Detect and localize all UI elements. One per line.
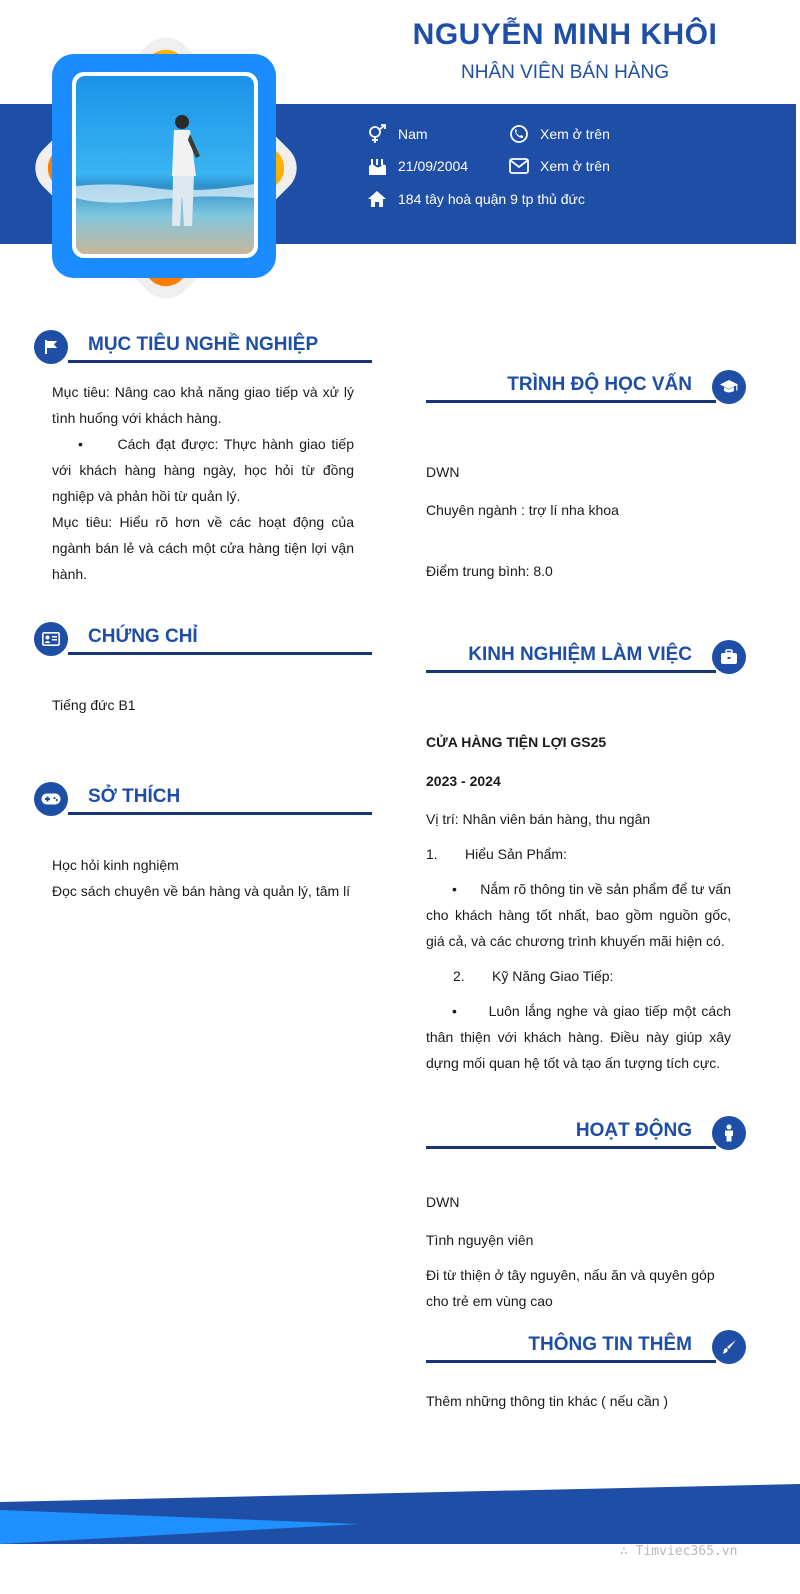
objective-paragraph-3: Mục tiêu: Hiểu rõ hơn về các hoạt động của ngành bán lẻ và cách một cửa hàng tiện lợi vận hành. (52, 514, 354, 582)
mail-icon (508, 156, 530, 176)
footer-band (0, 1480, 800, 1550)
job-title: NHÂN VIÊN BÁN HÀNG (461, 62, 669, 83)
address-text: 184 tây hoà quận 9 tp thủ đức (398, 191, 585, 207)
graduation-cap-icon (712, 370, 746, 404)
certificate-item: Tiếng đức B1 (52, 697, 136, 713)
flag-icon (34, 330, 68, 364)
experience-position: Vị trí: Nhân viên bán hàng, thu ngân (426, 811, 651, 827)
bullet: • (78, 436, 83, 452)
education-major: Chuyên ngành : trợ lí nha khoa (426, 502, 619, 518)
objective-paragraph-2 (52, 431, 354, 509)
experience-item-1-desc (426, 876, 731, 954)
hobby-item: Học hỏi kinh nghiệm (52, 857, 179, 873)
activity-role: Tình nguyện viên (426, 1232, 534, 1248)
activities-heading (426, 1116, 746, 1156)
watermark: ∴ Timviec365.vn (620, 1544, 738, 1559)
phone-icon (508, 124, 530, 144)
education-underline (426, 400, 716, 403)
objective-underline (68, 360, 372, 363)
brush-icon (712, 1330, 746, 1364)
experience-heading (426, 640, 746, 680)
home-icon (366, 189, 388, 209)
activity-org: DWN (426, 1194, 460, 1210)
more-info-title: THÔNG TIN THÊM (528, 1334, 692, 1355)
gamepad-icon (34, 782, 68, 816)
gender-text: Nam (398, 126, 428, 142)
gender-icon (366, 124, 388, 144)
education-school: DWN (426, 464, 460, 480)
certificates-title: CHỨNG CHỈ (88, 626, 198, 647)
experience-item-2-text: Luôn lắng nghe và giao tiếp một cách thân thiện với khách hàng. Điều này giúp xây dựng mối quan hệ tốt và tạo ấn tượng tích cực. (426, 1003, 731, 1071)
objective-paragraph-1: Mục tiêu: Nâng cao khả năng giao tiếp và xử lý tình huống với khách hàng. (52, 384, 354, 426)
experience-item-1-heading: Hiểu Sản Phẩm: (465, 846, 567, 862)
profile-photo-frame (24, 26, 308, 310)
activity-desc: Đi từ thiện ở tây nguyên, nấu ăn và quyên góp cho trẻ em vùng cao (426, 1267, 715, 1309)
hobby-item: Đọc sách chuyên về bán hàng và quản lý, tâm lí (52, 883, 351, 899)
candidate-name: NGUYỄN MINH KHÔI (412, 18, 718, 51)
email-text: Xem ở trên (540, 158, 610, 174)
hobbies-title: SỞ THÍCH (88, 786, 181, 807)
info-phone (508, 124, 610, 144)
experience-company: CỬA HÀNG TIỆN LỢI GS25 (426, 734, 607, 750)
experience-item-2-heading: Kỹ Năng Giao Tiếp: (492, 968, 614, 984)
objective-method-text: Cách đạt được: Thực hành giao tiếp với khách hàng hàng ngày, học hỏi từ đồng nghiệp và phản hồi từ quản lý. (52, 436, 355, 504)
education-heading (426, 370, 746, 410)
activities-title: HOẠT ĐỘNG (575, 1120, 692, 1141)
info-gender (366, 124, 428, 144)
education-title: TRÌNH ĐỘ HỌC VẤN (507, 374, 692, 395)
info-birthday (366, 156, 468, 176)
hobbies-heading (34, 782, 372, 822)
id-card-icon (34, 622, 68, 656)
bullet: • (452, 881, 457, 897)
activities-underline (426, 1146, 716, 1149)
more-info-text: Thêm những thông tin khác ( nếu cần ) (426, 1393, 669, 1409)
experience-item-2-number: 2. (453, 968, 465, 984)
experience-item-1-text: Nắm rõ thông tin về sản phẩm để tư vấn cho khách hàng tốt nhất, bao gồm nguồn gốc, giá cả, và các chương trình khuyến mãi hiện có. (426, 881, 731, 949)
experience-underline (426, 670, 716, 673)
hobbies-underline (68, 812, 372, 815)
objective-heading (34, 330, 372, 370)
birthday-text: 21/09/2004 (398, 158, 469, 174)
certificates-underline (68, 652, 372, 655)
cake-icon (366, 156, 388, 176)
briefcase-icon (712, 640, 746, 674)
experience-title: KINH NGHIỆM LÀM VIỆC (468, 644, 692, 665)
experience-period: 2023 - 2024 (426, 773, 501, 789)
experience-item-2-desc (426, 998, 731, 1076)
certificates-heading (34, 622, 372, 662)
experience-item-1-number: 1. (426, 846, 438, 862)
info-address (366, 189, 585, 209)
person-icon (712, 1116, 746, 1150)
objective-title: MỤC TIÊU NGHỀ NGHIỆP (88, 334, 319, 355)
phone-text: Xem ở trên (540, 126, 610, 142)
more-info-underline (426, 1360, 716, 1363)
more-info-heading (426, 1330, 746, 1370)
objective-body (52, 379, 354, 587)
education-gpa: Điểm trung bình: 8.0 (426, 563, 553, 579)
bullet: • (452, 1003, 457, 1019)
info-email (508, 156, 610, 176)
